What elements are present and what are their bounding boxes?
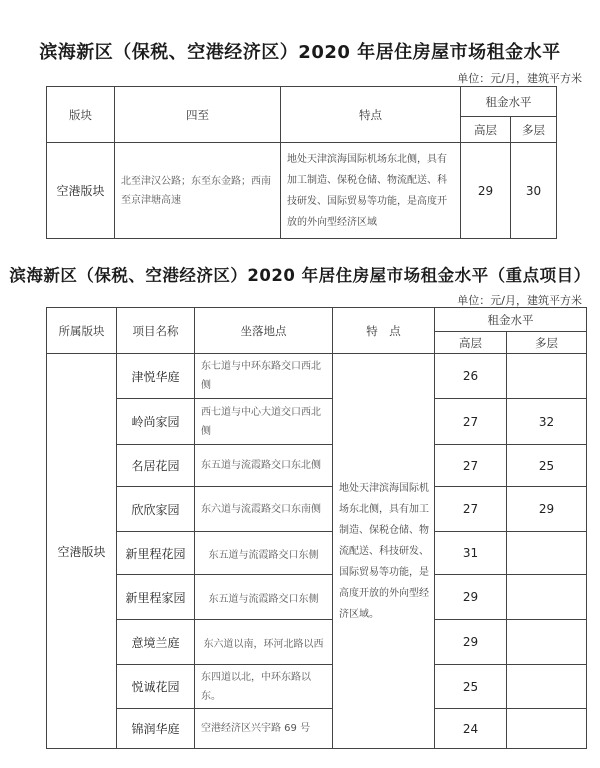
table-row [47,620,587,665]
project-name: 名居花园 [117,445,195,487]
header-multi-storey: 多层 [507,332,587,354]
rent-multi [507,532,587,575]
header-rent-level: 租金水平 [461,87,557,117]
block-cell: 空港版块 [47,143,115,239]
header-project: 项目名称 [117,308,195,354]
header-feature: 特 点 [333,308,435,354]
feature-cell: 地处天津滨海国际机场东北侧，具有加工制造、保税仓储、物流配送、科技研发、国际贸易等功能，是高度开放的外向型经济区域。 [333,354,435,749]
table-row [47,575,587,620]
project-location: 东四道以北，中环东路以东。 [195,665,333,709]
table-row [47,143,557,239]
feature-cell: 地处天津滨海国际机场东北侧，具有加工制造、保税仓储、物流配送、科技研发、国际贸易等功能，是高度开放的外向型经济区域 [281,143,461,239]
project-location: 东六道以南，环河北路以西 [195,620,333,665]
project-name: 欣欣家园 [117,487,195,532]
project-location: 东六道与流霞路交口东南侧 [195,487,333,532]
table-row [47,532,587,575]
table-row [47,445,587,487]
rent-multi-cell: 30 [511,143,557,239]
header-high-rise: 高层 [435,332,507,354]
rent-multi [507,575,587,620]
rent-multi: 25 [507,445,587,487]
rent-multi [507,620,587,665]
rent-multi: 29 [507,487,587,532]
header-block: 所属版块 [47,308,117,354]
header-rent-level: 租金水平 [435,308,587,332]
rent-multi [507,709,587,749]
project-name: 意境兰庭 [117,620,195,665]
rent-table-projects [46,307,587,749]
project-location: 东五道与流霞路交口东侧 [195,575,333,620]
header-high-rise: 高层 [461,117,511,143]
table-row [47,487,587,532]
page-title-1: 滨海新区（保税、空港经济区）2020 年居住房屋市场租金水平 [39,42,561,63]
rent-high: 31 [435,532,507,575]
rent-high: 25 [435,665,507,709]
rent-high: 27 [435,399,507,445]
rent-high: 29 [435,620,507,665]
project-name: 津悦华庭 [117,354,195,399]
table1-header-row [47,87,557,117]
project-name: 悦诚花园 [117,665,195,709]
boundary-cell: 北至津汉公路；东至东金路；西南至京津塘高速 [115,143,281,239]
rent-multi [507,354,587,399]
project-location: 东五道与流霞路交口东侧 [195,532,333,575]
table-row [47,399,587,445]
rent-high: 27 [435,487,507,532]
rent-high-cell: 29 [461,143,511,239]
table2-header-row [47,308,587,332]
project-location: 东七道与中环东路交口西北侧 [195,354,333,399]
project-name: 锦润华庭 [117,709,195,749]
header-multi-storey: 多层 [511,117,557,143]
unit-note-1: 单位：元/月，建筑平方米 [457,72,582,85]
rent-table-district [46,86,557,239]
rent-high: 26 [435,354,507,399]
header-block: 版块 [47,87,115,143]
project-location: 空港经济区兴宇路 69 号 [195,709,333,749]
rent-multi: 32 [507,399,587,445]
table-row [47,354,587,399]
table-row [47,665,587,709]
rent-high: 27 [435,445,507,487]
project-name: 新里程家园 [117,575,195,620]
header-boundary: 四至 [115,87,281,143]
project-location: 东五道与流霞路交口东北侧 [195,445,333,487]
header-feature: 特点 [281,87,461,143]
rent-multi [507,665,587,709]
project-name: 岭尚家园 [117,399,195,445]
rent-high: 29 [435,575,507,620]
unit-note-2: 单位：元/月，建筑平方米 [457,294,582,307]
rent-high: 24 [435,709,507,749]
project-name: 新里程花园 [117,532,195,575]
project-location: 西七道与中心大道交口西北侧 [195,399,333,445]
table-row [47,709,587,749]
header-location: 坐落地点 [195,308,333,354]
page-title-2: 滨海新区（保税、空港经济区）2020 年居住房屋市场租金水平（重点项目） [9,266,591,285]
block-cell: 空港版块 [47,354,117,749]
